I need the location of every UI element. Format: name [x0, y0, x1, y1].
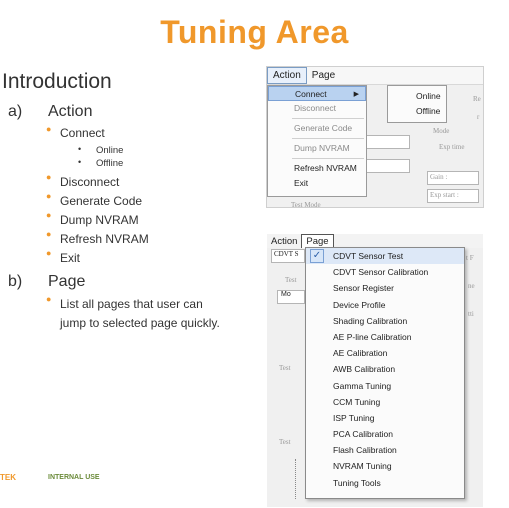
- bg-right1: t F: [466, 254, 474, 262]
- page-item-gamma-tuning[interactable]: Gamma Tuning: [333, 380, 392, 391]
- page-item-flash-calibration[interactable]: Flash Calibration: [333, 445, 397, 456]
- menu-item-refresh-nvram[interactable]: Refresh NVRAM: [294, 163, 357, 173]
- separator: [292, 118, 364, 119]
- connect-label: Connect: [295, 89, 327, 99]
- page-item-shading-calibration[interactable]: Shading Calibration: [333, 315, 408, 326]
- bg-mode-label: Mode: [433, 127, 450, 135]
- bg-exp-start-label: Exp start :: [430, 191, 459, 199]
- page-menu-screenshot: [267, 234, 483, 507]
- menu-action[interactable]: Action: [267, 67, 307, 84]
- check-icon: ✓: [310, 249, 324, 263]
- menubar: [267, 67, 483, 85]
- menu-item-dump-nvram[interactable]: Dump NVRAM: [294, 143, 350, 153]
- submenu-item-offline[interactable]: Offline: [416, 106, 441, 116]
- bg-test-mode-label: Test Mode: [291, 201, 321, 208]
- item-refresh-nvram: Refresh NVRAM: [60, 232, 149, 246]
- menu-item-exit[interactable]: Exit: [294, 178, 309, 188]
- bg-mo-field: Mo: [277, 290, 305, 304]
- bg-test3-label: Test: [279, 438, 291, 446]
- menu-action[interactable]: Action: [271, 235, 298, 247]
- bg-test2-label: Test: [279, 364, 291, 372]
- section-heading: Introduction: [2, 70, 112, 93]
- page-item-sensor-register[interactable]: Sensor Register: [333, 283, 394, 294]
- bg-dotted-line: [295, 459, 297, 499]
- slide-title: Tuning Area: [160, 14, 349, 50]
- bg-exp-time-label: Exp time: [439, 143, 465, 151]
- page-item-isp-tuning[interactable]: ISP Tuning: [333, 412, 375, 423]
- bg-gain-label: Gain :: [430, 173, 448, 181]
- bg-r-label: r: [477, 113, 480, 121]
- page-letter: b): [8, 273, 23, 290]
- separator: [292, 158, 364, 159]
- action-letter: a): [8, 103, 23, 120]
- submenu-arrow-icon: ▶: [353, 91, 359, 98]
- page-item-cdvt-sensor-calibration[interactable]: CDVT Sensor Calibration: [333, 267, 429, 278]
- connect-submenu: [387, 85, 447, 123]
- menu-item-disconnect[interactable]: Disconnect: [294, 103, 337, 113]
- menu-item-connect[interactable]: [268, 86, 366, 101]
- item-dump-nvram: Dump NVRAM: [60, 213, 139, 227]
- footer-logo: TEK: [0, 473, 16, 482]
- menu-page[interactable]: Page: [311, 70, 336, 81]
- page-item-cdvt-sensor-test[interactable]: [306, 248, 464, 264]
- bullet-icon: ●: [46, 294, 52, 304]
- menubar: [267, 234, 483, 248]
- menu-item-generate-code[interactable]: Generate Code: [294, 123, 353, 133]
- bullet-icon: •: [78, 144, 82, 154]
- page-item-ae-calibration[interactable]: AE Calibration: [333, 348, 388, 359]
- page-dropdown: [305, 247, 465, 499]
- page-item-device-profile[interactable]: Device Profile: [333, 299, 386, 310]
- page-item-tuning-tools[interactable]: Tuning Tools: [333, 477, 381, 488]
- submenu-item-online[interactable]: Online: [416, 91, 441, 101]
- separator: [292, 138, 364, 139]
- bullet-icon: •: [78, 157, 82, 167]
- item-connect: Connect: [60, 126, 105, 140]
- page-item-pca-calibration[interactable]: PCA Calibration: [333, 429, 394, 440]
- page-item-ae-pline-calibration[interactable]: AE P-line Calibration: [333, 331, 412, 342]
- page-item-ccm-tuning[interactable]: CCM Tuning: [333, 396, 381, 407]
- action-heading: Action: [48, 103, 93, 120]
- bullet-icon: ●: [46, 172, 52, 182]
- bullet-icon: ●: [46, 191, 52, 201]
- item-online: Online: [96, 145, 124, 156]
- item-exit: Exit: [60, 251, 81, 265]
- page-heading: Page: [48, 273, 86, 290]
- item-disconnect: Disconnect: [60, 175, 120, 189]
- page-item-label: CDVT Sensor Test: [333, 251, 404, 261]
- bg-tab: CDVT S: [271, 249, 305, 263]
- bullet-icon: ●: [46, 124, 52, 134]
- action-dropdown: [267, 85, 367, 197]
- action-menu-screenshot: [266, 66, 484, 208]
- bg-right2: ne: [468, 282, 475, 290]
- page-desc-line-2: jump to selected page quickly.: [60, 316, 220, 330]
- bullet-icon: ●: [46, 210, 52, 220]
- bullet-icon: ●: [46, 229, 52, 239]
- menu-page[interactable]: Page: [301, 234, 333, 248]
- page-item-nvram-tuning[interactable]: NVRAM Tuning: [333, 461, 392, 472]
- bg-re-label: Re: [473, 95, 481, 103]
- page-desc-line-1: List all pages that user can: [60, 297, 203, 311]
- bg-right3: tti: [468, 310, 474, 318]
- item-offline: Offline: [96, 158, 124, 169]
- bg-test-label: Test: [285, 276, 297, 284]
- page-item-awb-calibration[interactable]: AWB Calibration: [333, 364, 396, 375]
- bullet-icon: ●: [46, 248, 52, 258]
- footer-internal-use: INTERNAL USE: [48, 474, 100, 481]
- item-generate-code: Generate Code: [60, 194, 143, 208]
